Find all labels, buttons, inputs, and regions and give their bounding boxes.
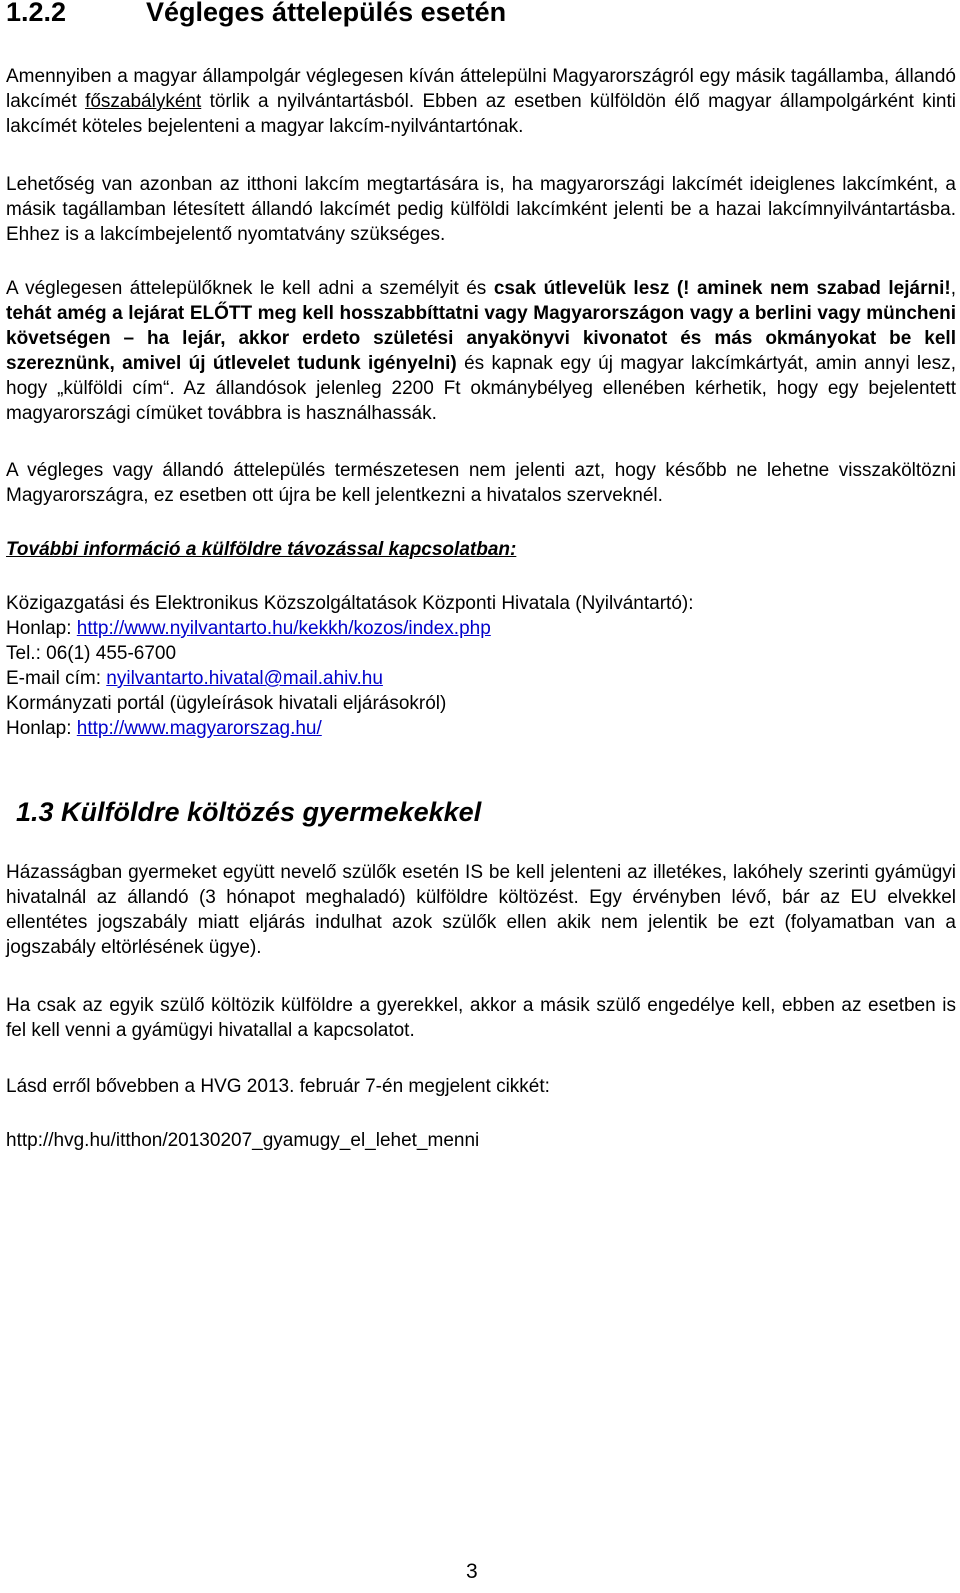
section-title: Végleges áttelepülés esetén — [146, 0, 507, 27]
underlined-text: főszabályként — [85, 91, 202, 112]
text-run: törlik a nyilvántartásból. Ebben az esetben külföldön élő magyar állampolgárként kinti lakcímét köteles bejelenteni a magyar lakcím-nyilvántartónak. — [6, 91, 956, 137]
portal-website-line — [6, 716, 956, 741]
office-name: Közigazgatási és Elektronikus Közszolgáltatások Központi Hivatala (Nyilvántartó): — [6, 593, 694, 614]
email-label: E-mail cím: — [6, 668, 107, 689]
website-label: Honlap: — [6, 718, 77, 739]
text-run: Ha csak az egyik szülő költözik külföldre a gyerekkel, akkor a másik szülő engedélye kell, ebben az esetben is fel kell venni a gyámügyi hivatallal a kapcsolatot. — [6, 995, 956, 1041]
text-run: , — [950, 278, 956, 299]
section-number: 1.2.2 — [6, 0, 67, 27]
website-line — [6, 616, 956, 641]
bold-text: csak útlevelük lesz (! aminek nem szabad lejárni! — [493, 278, 951, 299]
page-number: 3 — [466, 1560, 478, 1583]
website-link[interactable]: http://www.nyilvantarto.hu/kekkh/kozos/index.php — [76, 618, 491, 639]
email-link[interactable]: nyilvantarto.hivatal@mail.ahiv.hu — [106, 668, 383, 689]
contact-block — [6, 591, 956, 741]
text-run: Amennyiben a magyar állampolgár véglegesen kíván áttelepülni Magyarországról egy másik tagállamba, állandó lakcímét — [6, 66, 956, 112]
section-heading-1-3: 1.3 Külföldre költözés gyermekekkel — [16, 797, 482, 827]
bold-text: tehát amég a lejárat ELŐTT meg kell hosszabbíttatni vagy Magyarországon vagy a berlini vagy müncheni követségen – ha lejár, akkor erdeto születési anyakönyvi kivonatot és más okmányokat be kell szereznünk, amivel új útlevelet tudunk igényelni) — [6, 303, 956, 374]
email-line — [6, 666, 956, 691]
paragraph-intro — [6, 64, 956, 139]
portal-link[interactable]: http://www.magyarorszag.hu/ — [76, 718, 322, 739]
phone-number: Tel.: 06(1) 455-6700 — [6, 643, 177, 664]
text-run: Lehetőség van azonban az itthoni lakcím megtartására is, ha magyarországi lakcímét ideiglenes lakcímként, a másik tagállamban létesített állandó lakcímét pedig külföldi lakcímként jelenti be a hazai lakcímnyilvántartásba. Ehhez is a lakcímbejelentő nyomtatvány szükséges. — [6, 174, 956, 245]
portal-name: Kormányzati portál (ügyleírások hivatali eljárásokról) — [6, 693, 447, 714]
paragraph-hvg-url — [6, 1128, 956, 1153]
info-title: További információ a külföldre távozással kapcsolatban: — [6, 539, 517, 560]
website-label: Honlap: — [6, 618, 77, 639]
paragraph-hvg — [6, 1074, 956, 1099]
paragraph-option — [6, 172, 956, 247]
paragraph-children — [6, 860, 956, 960]
section-heading-1-2-2 — [6, 0, 506, 28]
text-run: Lásd erről bővebben a HVG 2013. február 7-én megjelent cikkét: — [6, 1076, 550, 1097]
text-run: A véglegesen áttelepülőknek le kell adni a személyit és — [6, 278, 494, 299]
text-run: Házasságban gyermeket együtt nevelő szülők esetén IS be kell jelenteni az illetékes, lakóhely szerinti gyámügyi hivatalnál az állandó (3 hónapot meghaladó) külföldre költözést. Egy érvényben lévő, bár az EU elvekkel ellentétes jogszabály miatt eljárás indulhat azok szülők ellen akik nem jelentik be ezt (folyamatban van a jogszabály eltörlésének ügye). — [6, 862, 956, 958]
text-run: A végleges vagy állandó áttelepülés természetesen nem jelenti azt, hogy később ne lehetne visszaköltözni Magyarországra, ez esetben ott újra be kell jelentkezni a hivatalos szerveknél. — [6, 460, 956, 506]
paragraph-return — [6, 458, 956, 508]
paragraph-passport — [6, 276, 956, 426]
info-heading — [6, 537, 956, 562]
paragraph-one-parent — [6, 993, 956, 1043]
hvg-url: http://hvg.hu/itthon/20130207_gyamugy_el_lehet_menni — [6, 1130, 480, 1151]
text-run: és kapnak egy új magyar lakcímkártyát, amin annyi lesz, hogy „külföldi cím“. Az állandósok jelenleg 2200 Ft okmánybélyeg ellenében kérhetik, hogy egy bejelentett magyarországi címüket továbbra is használhassák. — [6, 353, 956, 424]
